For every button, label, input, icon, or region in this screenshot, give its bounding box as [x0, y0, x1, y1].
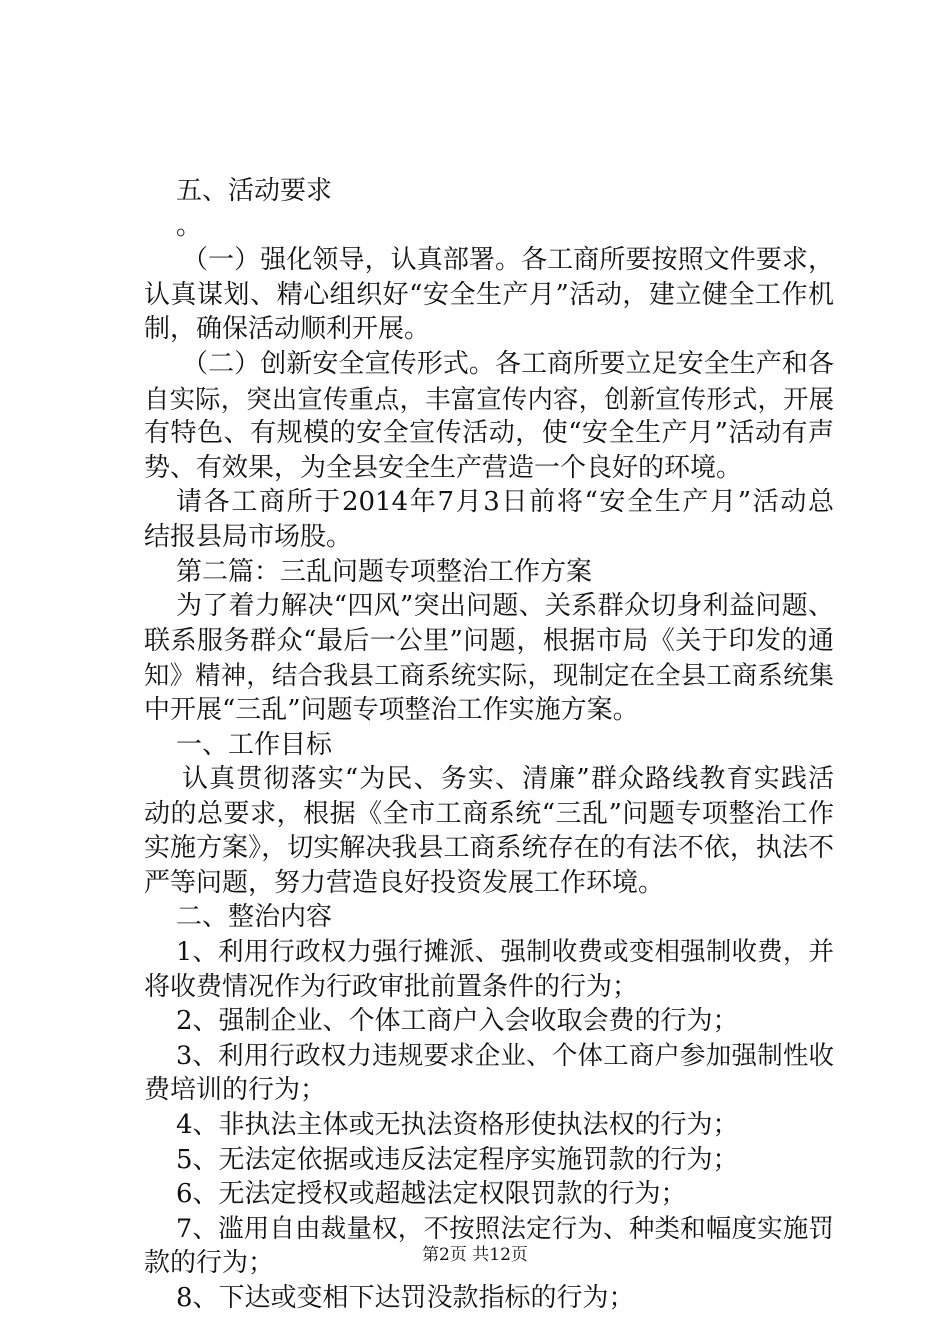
text-line: 费培训的行为； [144, 1075, 327, 1106]
text-line: 认真谋划、精心组织好“安全生产月”活动，建立健全工作机 [144, 279, 834, 310]
text-line: 中开展“三乱”问题专项整治工作实施方案。 [144, 694, 639, 725]
text-line: 知》精神，结合我县工商系统实际，现制定在全县工商系统集 [144, 660, 834, 691]
text-line: 款的行为； [144, 1248, 275, 1279]
page-number-footer: 第2页 共12页 [422, 1245, 528, 1265]
text-line: 8、下达或变相下达罚没款指标的行为； [176, 1283, 635, 1313]
text-line: 3、利用行政权力违规要求企业、个体工商户参加强制性收 [176, 1040, 834, 1071]
text-line: 结报县局市场股。 [144, 521, 353, 552]
text-line: 6、无法定授权或超越法定权限罚款的行为； [176, 1179, 687, 1210]
text-line: 1、利用行政权力强行摊派、强制收费或变相强制收费，并 [176, 937, 834, 968]
text-line: 自实际，突出宣传重点，丰富宣传内容，创新宣传形式，开展 [144, 383, 834, 414]
text-line: 制，确保活动顺利开展。 [144, 314, 431, 345]
text-line: 5、无法定依据或违反法定程序实施罚款的行为； [176, 1144, 739, 1175]
text-line: 联系服务群众“最后一公里”问题，根据市局《关于印发的通 [144, 625, 834, 656]
text-line: （一）强化领导，认真部署。各工商所要按照文件要求， [182, 245, 834, 276]
text-line: （二）创新安全宣传形式。各工商所要立足安全生产和各 [182, 348, 834, 379]
text-line: 将收费情况作为行政审批前置条件的行为； [144, 971, 639, 1002]
text-line: 认真贯彻落实“为民、务实、清廉”群众路线教育实践活 [182, 764, 834, 795]
text-line: 7、滥用自由裁量权，不按照法定行为、种类和幅度实施罚 [176, 1213, 834, 1244]
text-line: 势、有效果，为全县安全生产营造一个良好的环境。 [144, 452, 743, 483]
document-body [144, 174, 834, 1316]
text-line: 实施方案》，切实解决我县工商系统存在的有法不依，执法不 [144, 833, 834, 864]
text-line: 为了着力解决“四风”突出问题、关系群众切身利益问题、 [176, 591, 834, 622]
text-line: 第二篇：三乱问题专项整治工作方案 [176, 556, 593, 587]
text-line: 4、非执法主体或无执法资格形使执法权的行为； [176, 1110, 739, 1141]
text-line: 有特色、有规模的安全宣传活动，使“安全生产月”活动有声 [144, 418, 834, 449]
text-line: 。 [176, 210, 203, 241]
text-line: 请各工商所于2014年7月3日前将“安全生产月”活动总 [176, 487, 834, 518]
text-line: 二、整治内容 [176, 902, 333, 933]
text-line: 一、工作目标 [176, 729, 333, 760]
text-line: 严等问题，努力营造良好投资发展工作环境。 [144, 867, 665, 898]
text-line: 动的总要求，根据《全市工商系统“三乱”问题专项整治工作 [144, 798, 834, 829]
text-line: 2、强制企业、个体工商户入会收取会费的行为； [176, 1006, 739, 1037]
text-line: 五、活动要求 [176, 176, 333, 206]
